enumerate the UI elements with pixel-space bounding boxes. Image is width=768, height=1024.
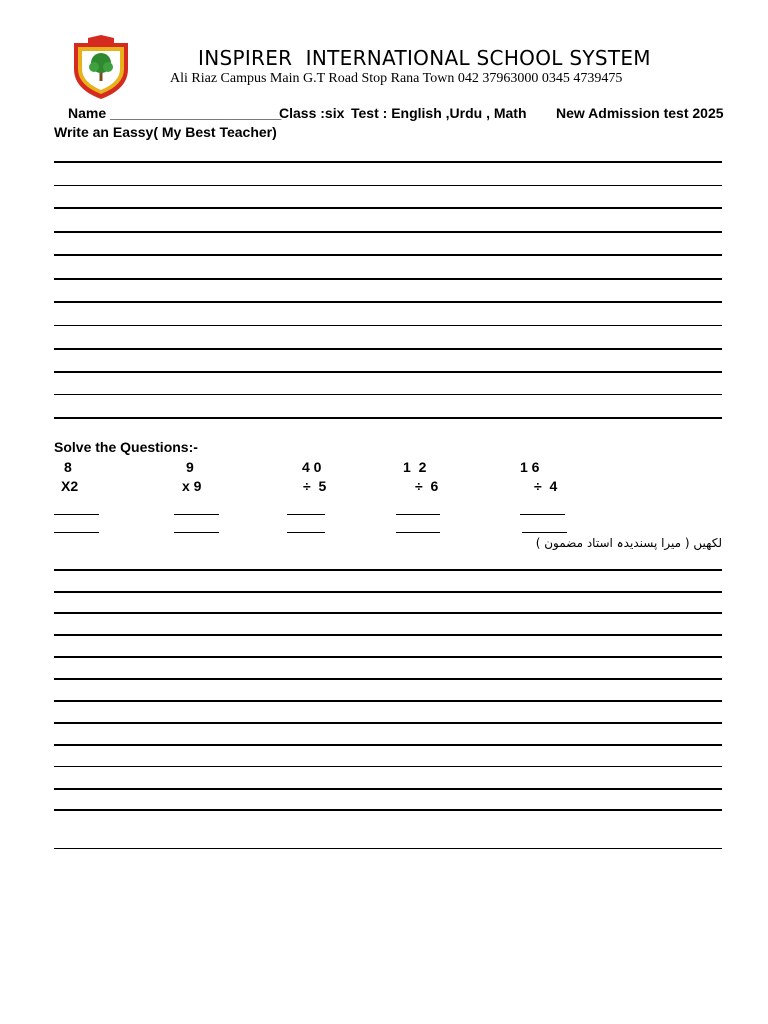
school-address: Ali Riaz Campus Main G.T Road Stop Rana Town 042 37963000 0345 4739475 [170, 71, 623, 86]
writing-line [54, 634, 722, 636]
writing-line [54, 394, 722, 395]
writing-line [54, 278, 722, 280]
school-name-title: INSPIRER INTERNATIONAL SCHOOL SYSTEM [198, 46, 651, 70]
writing-line [54, 371, 722, 373]
writing-line [54, 744, 722, 746]
problem-operator-number: X2 [61, 478, 79, 494]
writing-line [54, 809, 722, 811]
answer-line [396, 514, 440, 515]
urdu-essay-prompt: لکھیں ( میرا پسندیدہ استاد مضمون ) [535, 536, 722, 550]
writing-line [54, 848, 722, 849]
answer-line [396, 532, 440, 533]
answer-line [287, 532, 325, 533]
writing-line [54, 185, 722, 186]
answer-line [522, 532, 567, 533]
answer-line [54, 532, 99, 533]
problem-operator-number: ÷ 4 [534, 478, 558, 494]
answer-line [54, 514, 99, 515]
writing-line [54, 231, 722, 233]
writing-line [54, 700, 722, 702]
writing-line [54, 722, 722, 724]
writing-line [54, 161, 722, 163]
problem-top-number: 9 [186, 459, 194, 475]
writing-line [54, 254, 722, 256]
class-label: Class :six [279, 105, 345, 121]
problem-top-number: 8 [64, 459, 72, 475]
answer-line [174, 532, 219, 533]
problem-operator-number: ÷ 5 [303, 478, 327, 494]
problem-top-number: 1 2 [403, 459, 427, 475]
writing-line [54, 678, 722, 680]
student-name-field: Name ______________________ [68, 105, 282, 121]
writing-line [54, 417, 722, 419]
writing-line [54, 612, 722, 614]
admission-test-label: New Admission test 2025 [556, 105, 724, 121]
writing-line [54, 591, 722, 593]
problem-top-number: 1 6 [520, 459, 540, 475]
writing-line [54, 766, 722, 767]
answer-line [174, 514, 219, 515]
writing-line [54, 656, 722, 658]
writing-line [54, 569, 722, 571]
test-subjects-label: Test : English ,Urdu , Math [351, 105, 527, 121]
problem-operator-number: ÷ 6 [415, 478, 439, 494]
essay-prompt: Write an Eassy( My Best Teacher) [54, 124, 277, 140]
writing-line [54, 348, 722, 350]
answer-line [520, 514, 565, 515]
math-section-heading: Solve the Questions:- [54, 439, 198, 455]
problem-top-number: 4 0 [302, 459, 322, 475]
writing-line [54, 301, 722, 303]
writing-line [54, 207, 722, 209]
answer-line [287, 514, 325, 515]
writing-line [54, 325, 722, 326]
writing-line [54, 788, 722, 790]
school-crest-logo-icon [70, 35, 132, 101]
problem-operator-number: x 9 [182, 478, 202, 494]
